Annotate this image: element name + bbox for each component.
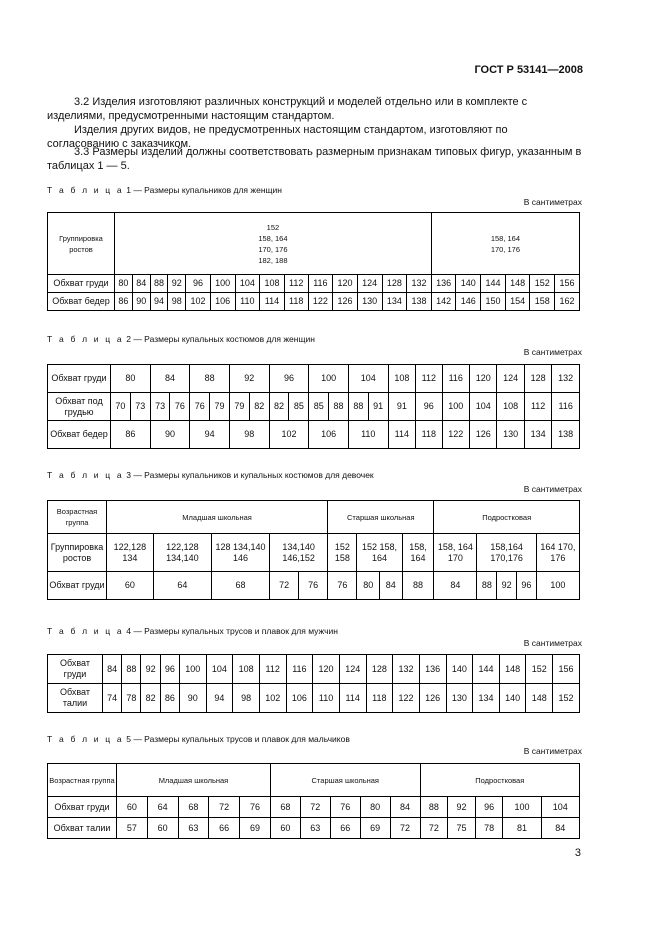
table-cell: 72 [209, 797, 240, 818]
t3-age-label: Возрастная группа [48, 501, 107, 534]
table-cell: 84 [434, 572, 477, 600]
table-cell: 76 [299, 572, 328, 600]
table-cell: 140 [456, 275, 481, 293]
table-cell: 132 [407, 275, 432, 293]
table-4 [47, 654, 580, 713]
table-cell: 76 [328, 572, 357, 600]
table-cell: 91 [368, 393, 388, 421]
table-cell: 86 [115, 293, 133, 311]
table-cell: 110 [348, 421, 388, 449]
table-3-caption: Т а б л и ц а 3 — Размеры купальников и купальных костюмов для девочек [47, 470, 374, 480]
t5-row-chest [48, 797, 580, 818]
table-cell: 79 [210, 393, 230, 421]
table-cell: 108 [260, 275, 285, 293]
table-2-caption: Т а б л и ц а 2 — Размеры купальных костюмов для женщин [47, 334, 315, 344]
table-cell: 96 [269, 365, 309, 393]
table-cell: 84 [390, 797, 420, 818]
table-cell: 112 [259, 655, 286, 684]
t1-group-label: Группировка ростов [48, 213, 115, 275]
table-cell: 84 [150, 365, 190, 393]
table-cell: 73 [150, 393, 170, 421]
t3-group-junior: Младшая школьная [107, 501, 328, 534]
table-cell: 82 [249, 393, 269, 421]
table-cell: 88 [348, 393, 368, 421]
table-cell: 92 [448, 797, 476, 818]
table-cell: 100 [442, 393, 469, 421]
table-cell: 134 [473, 684, 500, 713]
table-cell: 84 [541, 818, 579, 839]
table-cell: 96 [416, 393, 442, 421]
table-cell: 148 [526, 684, 553, 713]
table-cell: 96 [517, 572, 537, 600]
table-cell: 156 [553, 655, 580, 684]
table-cell: 102 [269, 421, 309, 449]
t1-heights-b: 158, 164 170, 176 [431, 213, 579, 275]
table-cell: 92 [229, 365, 269, 393]
table-cell: 122 [308, 293, 333, 311]
table-cell: 152 158, 164 [357, 534, 402, 572]
table-5-unit: В сантиметрах [523, 746, 582, 756]
table-cell: 88 [420, 797, 448, 818]
table-cell: 88 [329, 393, 349, 421]
row-label: Группировка ростов [48, 534, 107, 572]
table-cell: 94 [150, 293, 168, 311]
table-cell: 74 [103, 684, 122, 713]
table-1-unit: В сантиметрах [523, 197, 582, 207]
table-cell: 148 [499, 655, 526, 684]
table-cell: 104 [469, 393, 496, 421]
table-cell: 116 [286, 655, 313, 684]
table-cell: 69 [240, 818, 271, 839]
table-cell: 90 [179, 684, 206, 713]
doc-code: ГОСТ Р 53141—2008 [474, 64, 583, 76]
table-cell: 102 [259, 684, 286, 713]
paragraph-3-2: 3.2 Изделия изготовляют различных конструкций и моделей отдельно или в комплекте с изделиями, предусмотренными настоящим стандартом. [47, 96, 528, 122]
paragraph-3-2-b: Изделия других видов, не предусмотренных настоящим стандартом, изготовляют по согласованию с заказчиком. [47, 124, 508, 150]
t3-group-senior: Старшая школьная [328, 501, 434, 534]
table-cell: 76 [170, 393, 190, 421]
table-4-caption: Т а б л и ц а 4 — Размеры купальных трусов и плавок для мужчин [47, 626, 338, 636]
table-cell: 130 [446, 684, 473, 713]
table-cell: 116 [442, 365, 469, 393]
table-cell: 76 [190, 393, 210, 421]
table-cell: 114 [388, 421, 415, 449]
row-label: Обхват груди [48, 365, 111, 393]
table-cell: 68 [211, 572, 269, 600]
t4-row-chest [48, 655, 580, 684]
table-3-unit: В сантиметрах [523, 484, 582, 494]
table-cell: 100 [536, 572, 579, 600]
table-cell: 70 [111, 393, 131, 421]
table-cell: 130 [497, 421, 524, 449]
row-label: Обхват талии [48, 684, 103, 713]
table-cell: 80 [111, 365, 151, 393]
table-cell: 124 [339, 655, 366, 684]
table-cell: 152 [526, 655, 553, 684]
table-cell: 150 [481, 293, 506, 311]
table-cell: 98 [233, 684, 260, 713]
table-cell: 60 [147, 818, 178, 839]
table-cell: 118 [284, 293, 308, 311]
table-cell: 96 [475, 797, 503, 818]
table-cell: 112 [524, 393, 551, 421]
table-1-caption: Т а б л и ц а 1 — Размеры купальников для женщин [47, 185, 282, 195]
t1-row-chest [48, 275, 580, 293]
table-cell: 72 [390, 818, 420, 839]
table-cell: 85 [309, 393, 329, 421]
table-cell: 68 [178, 797, 209, 818]
table-cell: 96 [186, 275, 211, 293]
table-cell: 88 [190, 365, 230, 393]
t5-row-waist [48, 818, 580, 839]
table-cell: 134 [382, 293, 407, 311]
table-cell: 132 [552, 365, 580, 393]
table-cell: 148 [505, 275, 530, 293]
table-cell: 104 [541, 797, 579, 818]
table-3 [47, 500, 580, 600]
table-cell: 85 [289, 393, 309, 421]
t3-row-heights [48, 534, 580, 572]
t2-row-hips [48, 421, 580, 449]
table-cell: 144 [473, 655, 500, 684]
table-cell: 152 158 [328, 534, 357, 572]
table-cell: 104 [348, 365, 388, 393]
table-cell: 102 [186, 293, 211, 311]
table-cell: 88 [402, 572, 434, 600]
table-cell: 128 [366, 655, 393, 684]
table-cell: 146 [456, 293, 481, 311]
table-cell: 84 [103, 655, 122, 684]
table-cell: 108 [497, 393, 524, 421]
table-cell: 100 [503, 797, 541, 818]
t5-group-senior: Старшая школьная [270, 764, 420, 797]
table-cell: 138 [552, 421, 580, 449]
table-cell: 64 [153, 572, 211, 600]
paragraph-3-3: 3.3 Размеры изделий должны соответствовать размерным признакам типовых фигур, указанным в таблицах 1 — 5. [47, 146, 582, 172]
table-5-caption: Т а б л и ц а 5 — Размеры купальных трусов и плавок для мальчиков [47, 734, 350, 744]
table-cell: 82 [269, 393, 289, 421]
table-cell: 66 [209, 818, 240, 839]
table-cell: 124 [497, 365, 524, 393]
table-cell: 112 [284, 275, 308, 293]
table-cell: 106 [210, 293, 235, 311]
table-cell: 94 [206, 684, 233, 713]
table-cell: 104 [206, 655, 233, 684]
table-cell: 122 [393, 684, 420, 713]
table-cell: 142 [431, 293, 456, 311]
table-cell: 92 [497, 572, 517, 600]
table-cell: 86 [111, 421, 151, 449]
table-cell: 126 [469, 421, 496, 449]
t5-age-label: Возрастная группа [48, 764, 117, 797]
table-cell: 114 [339, 684, 366, 713]
table-cell: 84 [380, 572, 403, 600]
table-cell: 132 [393, 655, 420, 684]
table-cell: 108 [233, 655, 260, 684]
table-cell: 112 [416, 365, 442, 393]
row-label: Обхват под грудью [48, 393, 111, 421]
table-cell: 158, 164 170 [434, 534, 477, 572]
page-number: 3 [574, 847, 581, 859]
table-cell: 98 [168, 293, 186, 311]
table-cell: 92 [141, 655, 160, 684]
table-cell: 130 [357, 293, 382, 311]
table-cell: 63 [300, 818, 330, 839]
table-cell: 100 [309, 365, 349, 393]
table-cell: 122 [442, 421, 469, 449]
table-cell: 84 [132, 275, 150, 293]
table-cell: 106 [309, 421, 349, 449]
table-cell: 57 [117, 818, 148, 839]
table-cell: 75 [448, 818, 476, 839]
table-cell: 118 [366, 684, 393, 713]
table-cell: 126 [419, 684, 446, 713]
table-cell: 110 [313, 684, 340, 713]
table-cell: 144 [481, 275, 506, 293]
table-cell: 120 [313, 655, 340, 684]
table-cell: 88 [122, 655, 141, 684]
t1-heights-a: 152 158, 164 170, 176 182, 188 [115, 213, 432, 275]
table-cell: 72 [300, 797, 330, 818]
table-cell: 86 [160, 684, 179, 713]
table-cell: 128 [524, 365, 551, 393]
table-5 [47, 763, 580, 839]
table-cell: 118 [416, 421, 442, 449]
table-cell: 108 [388, 365, 415, 393]
table-cell: 164 170, 176 [536, 534, 579, 572]
t3-group-teen: Подростковая [434, 501, 580, 534]
table-cell: 154 [505, 293, 530, 311]
t1-row-hips [48, 293, 580, 311]
t2-row-underbust [48, 393, 580, 421]
table-cell: 73 [130, 393, 150, 421]
table-cell: 122,128 134 [107, 534, 154, 572]
table-cell: 162 [555, 293, 580, 311]
table-cell: 128 134,140 146 [211, 534, 269, 572]
table-cell: 140 [499, 684, 526, 713]
table-cell: 78 [475, 818, 503, 839]
table-cell: 72 [270, 572, 299, 600]
table-cell: 81 [503, 818, 541, 839]
row-label: Обхват бедер [48, 421, 111, 449]
table-cell: 79 [229, 393, 249, 421]
table-cell: 64 [147, 797, 178, 818]
table-cell: 80 [357, 572, 380, 600]
t5-group-junior: Младшая школьная [117, 764, 271, 797]
table-2 [47, 364, 580, 449]
table-cell: 128 [382, 275, 407, 293]
table-cell: 78 [122, 684, 141, 713]
row-label: Обхват груди [48, 275, 115, 293]
table-cell: 90 [132, 293, 150, 311]
table-cell: 104 [235, 275, 260, 293]
table-cell: 158,164 170,176 [477, 534, 536, 572]
row-label: Обхват груди [48, 655, 103, 684]
table-cell: 94 [190, 421, 230, 449]
table-cell: 90 [150, 421, 190, 449]
table-cell: 120 [469, 365, 496, 393]
table-cell: 134 [524, 421, 551, 449]
table-cell: 66 [330, 818, 360, 839]
table-cell: 88 [150, 275, 168, 293]
table-cell: 92 [168, 275, 186, 293]
table-cell: 60 [107, 572, 154, 600]
table-cell: 114 [260, 293, 285, 311]
table-cell: 96 [160, 655, 179, 684]
table-cell: 120 [333, 275, 358, 293]
table-cell: 156 [555, 275, 580, 293]
table-cell: 80 [115, 275, 133, 293]
row-label: Обхват бедер [48, 293, 115, 311]
table-cell: 136 [431, 275, 456, 293]
t3-row-chest [48, 572, 580, 600]
table-cell: 100 [179, 655, 206, 684]
table-cell: 152 [553, 684, 580, 713]
table-1 [47, 212, 580, 311]
table-cell: 158 [530, 293, 555, 311]
table-cell: 72 [420, 818, 448, 839]
table-cell: 116 [308, 275, 333, 293]
table-cell: 60 [270, 818, 300, 839]
table-cell: 152 [530, 275, 555, 293]
table-cell: 68 [270, 797, 300, 818]
row-label: Обхват груди [48, 797, 117, 818]
table-cell: 124 [357, 275, 382, 293]
t5-group-teen: Подростковая [420, 764, 579, 797]
table-cell: 80 [360, 797, 390, 818]
table-cell: 98 [229, 421, 269, 449]
t4-row-waist [48, 684, 580, 713]
table-cell: 69 [360, 818, 390, 839]
table-4-unit: В сантиметрах [523, 638, 582, 648]
table-cell: 136 [419, 655, 446, 684]
table-cell: 76 [240, 797, 271, 818]
table-cell: 134,140 146,152 [270, 534, 328, 572]
table-cell: 88 [477, 572, 497, 600]
table-2-unit: В сантиметрах [523, 347, 582, 357]
t2-row-chest [48, 365, 580, 393]
table-cell: 138 [407, 293, 432, 311]
table-cell: 110 [235, 293, 260, 311]
table-cell: 60 [117, 797, 148, 818]
table-cell: 76 [330, 797, 360, 818]
table-cell: 122,128 134,140 [153, 534, 211, 572]
table-cell: 106 [286, 684, 313, 713]
table-cell: 63 [178, 818, 209, 839]
table-cell: 158, 164 [402, 534, 434, 572]
table-cell: 140 [446, 655, 473, 684]
table-cell: 116 [552, 393, 580, 421]
row-label: Обхват талии [48, 818, 117, 839]
row-label: Обхват груди [48, 572, 107, 600]
table-cell: 91 [388, 393, 415, 421]
table-cell: 82 [141, 684, 160, 713]
table-cell: 126 [333, 293, 358, 311]
table-cell: 100 [210, 275, 235, 293]
